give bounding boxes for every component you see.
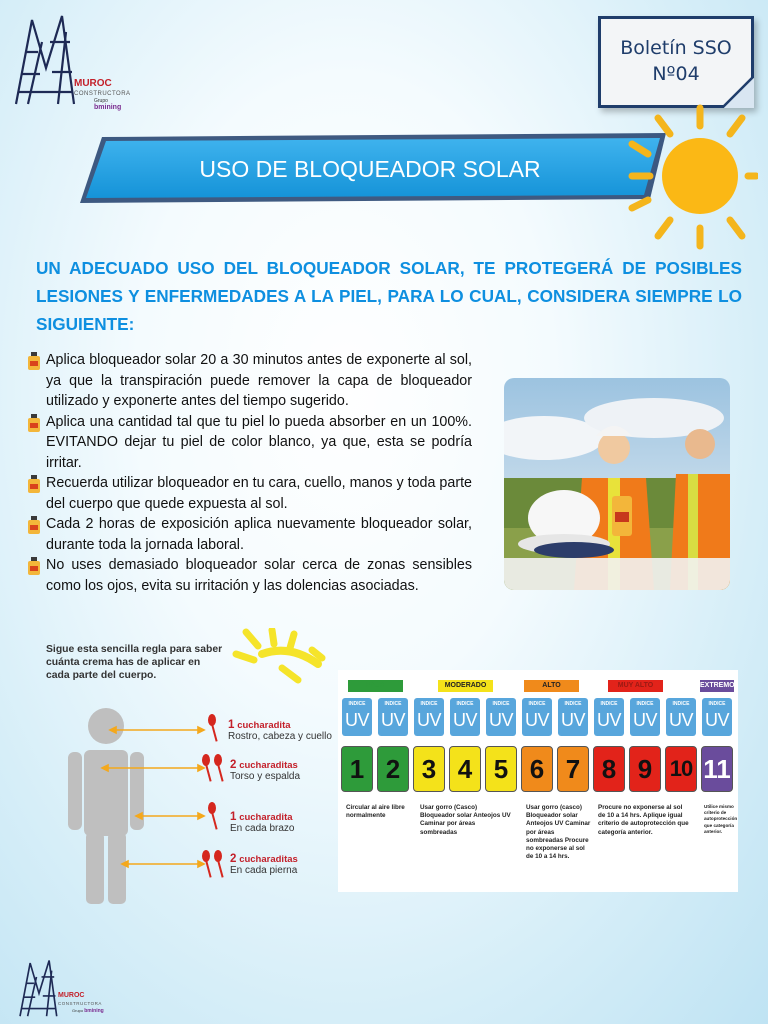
dose-item: 1 cucharadita Rostro, cabeza y cuello	[228, 719, 332, 742]
advice-bajo: Circular al aire libre normalmente	[346, 804, 405, 820]
uv-card: INDICE UV	[522, 698, 552, 736]
company-logo	[14, 12, 134, 110]
sunscreen-bottle-icon	[26, 352, 42, 370]
list-item: No uses demasiado bloqueador solar cerca de zonas sensibles como los ojos, evita su irritación y las dolencias asociadas.	[26, 555, 472, 596]
uv-card: INDICE UV	[414, 698, 444, 736]
uv-index-chart	[338, 670, 738, 892]
uv-card: INDICE UV	[450, 698, 480, 736]
muroc-logo-mark-icon	[14, 958, 64, 1020]
uv-level-3: 3	[413, 746, 445, 792]
dose-item: 2 cucharaditas Torso y espalda	[230, 759, 301, 782]
headline: UN ADECUADO USO DEL BLOQUEADOR SOLAR, TE PROTEGERÁ DE POSIBLES LESIONES Y ENFERMEDADES A LA PIEL, PARA LO CUAL, CONSIDERA SIEMPRE LO SIGUIENTE:	[36, 258, 742, 334]
uv-level-5: 5	[485, 746, 517, 792]
uv-level-6: 6	[521, 746, 553, 792]
uv-level-10: 10	[665, 746, 697, 792]
uv-card: INDICE UV	[702, 698, 732, 736]
logo-sub: CONSTRUCTORA	[58, 1001, 102, 1006]
category-muy-alto: MUY ALTO	[608, 680, 663, 692]
workers-photo	[504, 378, 730, 590]
sunscreen-bottle-icon	[26, 557, 42, 575]
category-extremo: EXTREMO	[700, 680, 734, 692]
uv-card: INDICE UV	[594, 698, 624, 736]
uv-level-1: 1	[341, 746, 373, 792]
logo-group: Grupo bmining	[72, 1008, 104, 1014]
category-moderado: MODERADO	[438, 680, 493, 692]
uv-card: INDICE UV	[630, 698, 660, 736]
sun-rays-icon	[232, 628, 332, 688]
bullet-list	[26, 350, 472, 596]
uv-level-9: 9	[629, 746, 661, 792]
uv-level-4: 4	[449, 746, 481, 792]
uv-card: INDICE UV	[486, 698, 516, 736]
sunscreen-bottle-icon	[26, 414, 42, 432]
uv-card: INDICE UV	[378, 698, 408, 736]
uv-level-2: 2	[377, 746, 409, 792]
bulletin-line2: Nº04	[652, 63, 700, 85]
bulletin-line1: Boletín SSO	[620, 37, 732, 60]
company-logo-footer	[14, 958, 104, 1020]
uv-card: INDICE UV	[666, 698, 696, 736]
logo-sub: CONSTRUCTORA	[74, 91, 131, 97]
uv-card: INDICE UV	[558, 698, 588, 736]
category-alto: ALTO	[524, 680, 579, 692]
advice-alto: Usar gorro (casco) Bloqueador solar Anteojos UV Caminar por áreas sombreadas Procure no exponerse al sol de 10 a 14 hrs.	[526, 804, 591, 861]
sunscreen-bottle-icon	[26, 475, 42, 493]
dose-item: 2 cucharaditas En cada pierna	[230, 853, 298, 876]
logo-name: MUROC	[58, 992, 85, 999]
uv-level-11: 11	[701, 746, 733, 792]
muroc-logo-mark-icon	[14, 12, 78, 110]
uv-card: INDICE UV	[342, 698, 372, 736]
sunscreen-bottle-icon	[26, 516, 42, 534]
list-item: Aplica bloqueador solar 20 a 30 minutos antes de exponerte al sol, ya que la transpiración puede remover la capa de bloqueador utilizado y exponerte antes del tiempo sugerido.	[26, 350, 472, 412]
dose-item: 1 cucharadita En cada brazo	[230, 811, 295, 834]
advice-muy-alto: Procure no exponerse al sol de 10 a 14 hrs. Aplique igual criterio de autoprotección que categoría anterior.	[598, 804, 689, 836]
list-item: Aplica una cantidad tal que tu piel lo pueda absorber en un 100%. EVITANDO dejar tu piel de color blanco, ya que, esta se podría irritar.	[26, 412, 472, 474]
logo-group: Grupo bmining	[94, 98, 122, 111]
list-item: Cada 2 horas de exposición aplica nuevamente bloqueador solar, durante toda la jornada laboral.	[26, 514, 472, 555]
logo-name: MUROC	[74, 78, 112, 89]
category-bajo: BAJO	[348, 680, 403, 692]
rule-text: Sigue esta sencilla regla para saber cuánta crema has de aplicar en cada parte del cuerpo.	[46, 644, 223, 681]
page-title: USO DE BLOQUEADOR SOLAR	[199, 156, 541, 182]
uv-level-8: 8	[593, 746, 625, 792]
uv-level-7: 7	[557, 746, 589, 792]
workers-applying-sunscreen-image	[504, 378, 730, 590]
sun-icon	[618, 104, 758, 250]
advice-extremo: Utilice mismo criterio de autoprotección que categoría anterior.	[704, 804, 738, 834]
list-item: Recuerda utilizar bloqueador en tu cara, cuello, manos y toda parte del cuerpo que quede expuesta al sol.	[26, 473, 472, 514]
advice-moderado: Usar gorro (Casco) Bloqueador solar Anteojos UV Caminar por áreas sombreadas	[420, 804, 511, 836]
